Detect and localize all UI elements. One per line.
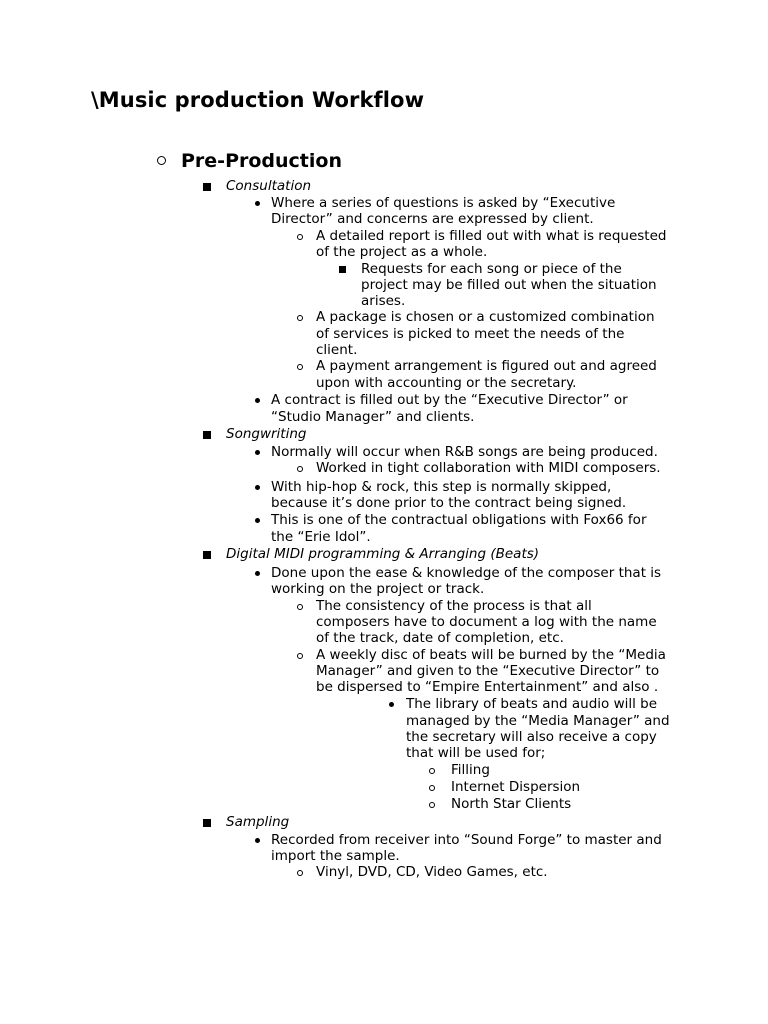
list-item-text: of the project as a whole. [316, 244, 488, 260]
bullet-dot-icon [255, 485, 260, 490]
list-item-text: A weekly disc of beats will be burned by the “Media [316, 647, 666, 663]
bullet-dot-icon [255, 450, 260, 455]
square-bullet-icon [203, 551, 211, 559]
list-item-text: managed by the “Media Manager” and [406, 713, 670, 729]
document-title: \Music production Workflow [91, 88, 425, 112]
hollow-bullet-icon [429, 785, 435, 791]
list-item-text: A detailed report is filled out with what is requested [316, 228, 667, 244]
section-heading: Pre-Production [181, 150, 342, 172]
list-item-text: A contract is filled out by the “Executive Director” or [271, 392, 628, 408]
list-item-text: The library of beats and audio will be [406, 696, 658, 712]
list-item-text: the “Erie Idol”. [271, 529, 371, 545]
list-item-text: Recorded from receiver into “Sound Forge” to master and [271, 832, 662, 848]
category-sampling: Sampling [226, 814, 290, 830]
hollow-bullet-icon [297, 653, 303, 659]
list-item-text: of the track, date of completion, etc. [316, 630, 564, 646]
list-item-text: project may be filled out when the situation [361, 277, 657, 293]
category-midi: Digital MIDI programming & Arranging (Beats) [226, 546, 540, 562]
square-bullet-icon [203, 183, 211, 191]
list-item-text: With hip-hop & rock, this step is normally skipped, [271, 479, 612, 495]
hollow-bullet-icon [429, 768, 435, 774]
bullet-dot-icon [255, 571, 260, 576]
list-item-text: Worked in tight collaboration with MIDI composers. [316, 460, 661, 476]
bullet-dot-icon [255, 201, 260, 206]
list-item-text: “Studio Manager” and clients. [271, 409, 475, 425]
hollow-circle-bullet-icon [157, 156, 166, 165]
list-item-text: working on the project or track. [271, 581, 485, 597]
list-item-text: Vinyl, DVD, CD, Video Games, etc. [316, 864, 548, 880]
list-item-text: Done upon the ease & knowledge of the composer that is [271, 565, 662, 581]
square-bullet-icon [339, 266, 346, 273]
hollow-bullet-icon [429, 802, 435, 808]
list-item-text: Where a series of questions is asked by “Executive [271, 195, 616, 211]
hollow-bullet-icon [297, 364, 303, 370]
hollow-bullet-icon [297, 466, 303, 472]
list-item-text: of services is picked to meet the needs of the [316, 326, 625, 342]
list-item-text: client. [316, 342, 358, 358]
list-item-text: A package is chosen or a customized combination [316, 309, 655, 325]
list-item-text: arises. [361, 293, 406, 309]
hollow-bullet-icon [297, 870, 303, 876]
square-bullet-icon [203, 431, 211, 439]
list-item-text: composers have to document a log with the name [316, 614, 657, 630]
bullet-dot-icon [255, 398, 260, 403]
hollow-bullet-icon [297, 234, 303, 240]
list-item-text: The consistency of the process is that all [316, 598, 592, 614]
hollow-bullet-icon [297, 604, 303, 610]
list-item-text: Internet Dispersion [451, 779, 581, 795]
list-item-text: Requests for each song or piece of the [361, 261, 622, 277]
square-bullet-icon [203, 819, 211, 827]
list-item-text: Filling [451, 762, 490, 778]
list-item-text: Normally will occur when R&B songs are being produced. [271, 444, 658, 460]
list-item-text: A payment arrangement is figured out and agreed [316, 358, 657, 374]
list-item-text: North Star Clients [451, 796, 572, 812]
list-item-text: that will be used for; [406, 745, 546, 761]
bullet-dot-icon [255, 838, 260, 843]
list-item-text: be dispersed to “Empire Entertainment” and also . [316, 679, 659, 695]
category-consultation: Consultation [226, 178, 312, 194]
list-item-text: This is one of the contractual obligations with Fox66 for [271, 512, 647, 528]
list-item-text: Manager” and given to the “Executive Director” to [316, 663, 660, 679]
list-item-text: upon with accounting or the secretary. [316, 375, 577, 391]
list-item-text: Director” and concerns are expressed by client. [271, 211, 594, 227]
bullet-dot-icon [255, 518, 260, 523]
hollow-bullet-icon [297, 315, 303, 321]
list-item-text: import the sample. [271, 848, 400, 864]
category-songwriting: Songwriting [226, 426, 307, 442]
list-item-text: the secretary will also receive a copy [406, 729, 657, 745]
bullet-dot-icon [389, 702, 394, 707]
list-item-text: because it’s done prior to the contract being signed. [271, 495, 627, 511]
